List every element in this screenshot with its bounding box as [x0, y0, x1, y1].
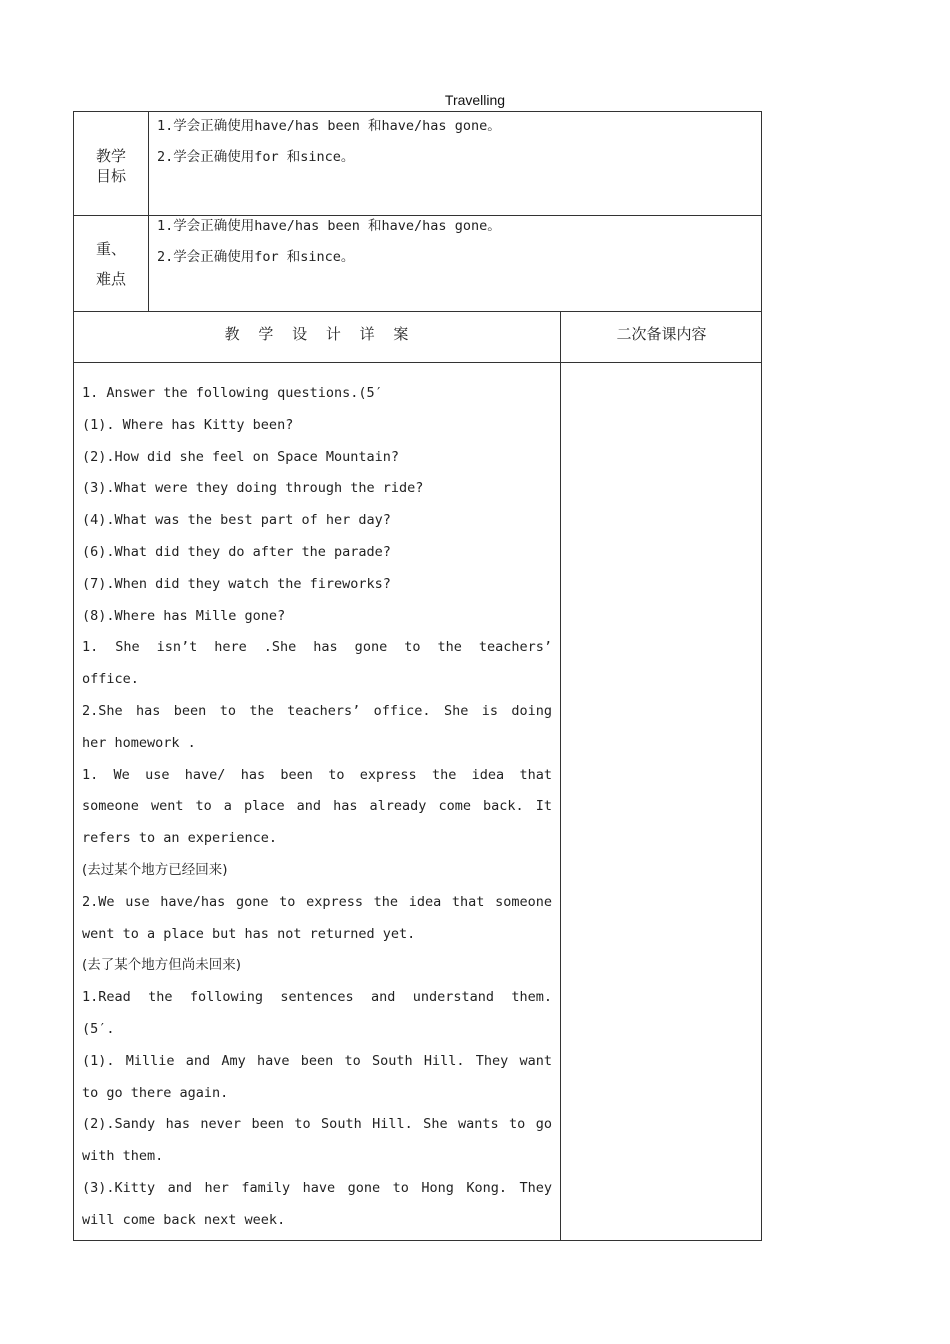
- secondary-header: 二次备课内容: [616, 325, 707, 343]
- column-divider: [560, 311, 561, 1241]
- lesson-line: 1. We use have/ has been to express the idea that: [82, 766, 552, 783]
- lesson-line: someone went to a place and has already come back. It: [82, 798, 552, 815]
- objectives-label: [74, 146, 148, 186]
- lesson-line: (2).How did she feel on Space Mountain?: [82, 448, 399, 465]
- key-points-content: [157, 211, 501, 273]
- design-header: 教 学 设 计 详 案: [224, 325, 409, 343]
- lesson-line: went to a place but has not returned yet.: [82, 925, 416, 942]
- lesson-line: her homework .: [82, 734, 196, 751]
- lesson-line: (8).Where has Mille gone?: [82, 607, 286, 624]
- lesson-line: (去过某个地方已经回来): [82, 861, 228, 878]
- lesson-line: (6).What did they do after the parade?: [82, 543, 391, 560]
- lesson-line: (3).Kitty and her family have gone to Hong Kong. They: [82, 1179, 552, 1196]
- key-points-label-line1: 重、: [95, 240, 126, 258]
- lesson-line: to go there again.: [82, 1084, 229, 1101]
- key-point-item: 1.学会正确使用have/has been 和have/has gone。: [157, 218, 501, 234]
- lesson-line: office.: [82, 671, 139, 688]
- lesson-line: 1. She isn’t here .She has gone to the teachers’: [82, 639, 552, 656]
- row-divider: [73, 362, 762, 363]
- lesson-line: (1). Where has Kitty been?: [82, 416, 294, 433]
- lesson-line: (3).What were they doing through the ride?: [82, 480, 424, 497]
- objectives-label-line1: 教学: [95, 147, 126, 165]
- document-title: Travelling: [444, 92, 506, 108]
- lesson-line: (2).Sandy has never been to South Hill. She wants to go: [82, 1116, 552, 1133]
- lesson-line: (1). Millie and Amy have been to South Hill. They want: [82, 1052, 552, 1069]
- key-points-label: [74, 234, 148, 294]
- lesson-content: [82, 378, 552, 1237]
- lesson-line: 2.She has been to the teachers’ office. She is doing: [82, 702, 552, 719]
- lesson-line: (去了某个地方但尚未回来): [82, 957, 242, 974]
- column-divider: [148, 111, 149, 311]
- objective-item: 1.学会正确使用have/has been 和have/has gone。: [157, 118, 501, 134]
- objectives-content: [157, 111, 501, 173]
- lesson-line: (7).When did they watch the fireworks?: [82, 575, 391, 592]
- lesson-line: 1.Read the following sentences and understand them.: [82, 989, 552, 1006]
- key-point-item: 2.学会正确使用for 和since。: [157, 249, 355, 265]
- lesson-line: (4).What was the best part of her day?: [82, 512, 391, 529]
- lesson-line: (5′.: [82, 1020, 115, 1037]
- key-points-label-line2: 难点: [95, 270, 126, 288]
- lesson-line: refers to an experience.: [82, 830, 278, 847]
- objective-item: 2.学会正确使用for 和since。: [157, 149, 355, 165]
- lesson-line: 1. Answer the following questions.(5′: [82, 385, 383, 401]
- row-divider: [73, 311, 762, 312]
- lesson-line: 2.We use have/has gone to express the idea that someone: [82, 893, 552, 910]
- objectives-label-line2: 目标: [95, 167, 126, 185]
- lesson-line: will come back next week.: [82, 1211, 286, 1228]
- lesson-line: with them.: [82, 1148, 164, 1165]
